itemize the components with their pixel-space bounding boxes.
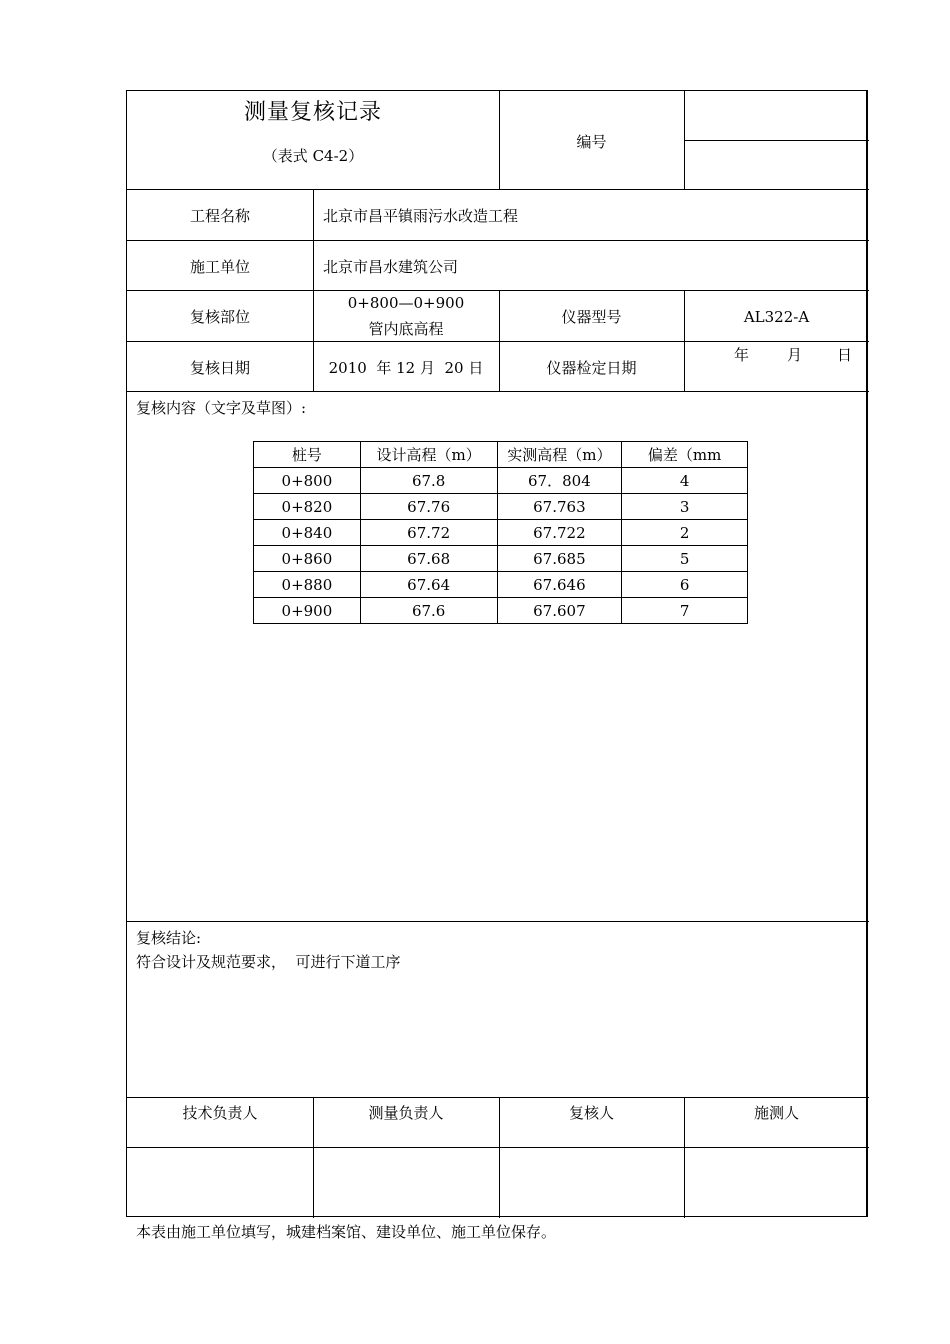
table-cell: 67.6	[360, 598, 497, 624]
table-cell: 0+800	[254, 468, 361, 494]
calibration-day: 日	[837, 346, 853, 364]
table-cell: 67.8	[360, 468, 497, 494]
location-row-bottom-line	[127, 341, 869, 342]
date-row-bottom-line	[127, 391, 869, 392]
table-cell: 6	[622, 572, 748, 598]
conclusion-label: 复核结论:	[136, 929, 202, 947]
table-cell: 0+900	[254, 598, 361, 624]
table-cell: 67.68	[360, 546, 497, 572]
contractor-value: 北京市昌水建筑公司	[323, 258, 459, 276]
footer-note: 本表由施工单位填写，城建档案馆、建设单位、施工单位保存。	[136, 1223, 557, 1241]
check-location-label: 复核部位	[189, 308, 250, 326]
table-row	[254, 468, 748, 494]
number-row-divider	[684, 140, 869, 141]
sig-survey-lead-label: 测量负责人	[368, 1104, 444, 1122]
sig-checker-label: 复核人	[568, 1104, 614, 1122]
instrument-model-label: 仪器型号	[561, 308, 622, 326]
table-header-cell: 设计高程（m）	[360, 442, 497, 468]
table-row	[254, 546, 748, 572]
check-location-line1: 0+800—0+900	[347, 294, 465, 312]
table-cell: 67.722	[497, 520, 622, 546]
table-row	[254, 598, 748, 624]
project-name-label: 工程名称	[189, 207, 250, 225]
table-row	[254, 572, 748, 598]
table-cell: 67.685	[497, 546, 622, 572]
table-cell: 67.64	[360, 572, 497, 598]
elevation-table	[253, 441, 748, 624]
contractor-label: 施工单位	[189, 258, 250, 276]
calibration-date-label: 仪器检定日期	[546, 359, 637, 377]
conclusion-text: 符合设计及规范要求， 可进行下道工序	[136, 953, 401, 971]
sig-tech-lead-label: 技术负责人	[182, 1104, 258, 1122]
content-label: 复核内容（文字及草图）:	[136, 399, 307, 417]
project-row-bottom-line	[127, 240, 869, 241]
table-header-cell: 桩号	[254, 442, 361, 468]
calibration-year: 年	[734, 346, 750, 364]
table-cell: 3	[622, 494, 748, 520]
table-header-cell: 偏差（mm	[622, 442, 748, 468]
record-form	[126, 90, 868, 1217]
table-cell: 2	[622, 520, 748, 546]
table-cell: 0+880	[254, 572, 361, 598]
number-label: 编号	[576, 133, 607, 151]
table-cell: 7	[622, 598, 748, 624]
right-divider	[684, 290, 685, 391]
table-cell: 67.646	[497, 572, 622, 598]
table-cell: 4	[622, 468, 748, 494]
table-header-row	[254, 442, 748, 468]
conclusion-bottom-line	[127, 1097, 869, 1098]
table-cell: 67.72	[360, 520, 497, 546]
table-cell: 67.607	[497, 598, 622, 624]
content-bottom-line	[127, 921, 869, 922]
form-title: 测量复核记录	[243, 100, 382, 125]
sig-surveyor-label: 施测人	[753, 1104, 799, 1122]
table-cell: 67.76	[360, 494, 497, 520]
table-cell: 0+820	[254, 494, 361, 520]
table-cell: 0+860	[254, 546, 361, 572]
table-row	[254, 520, 748, 546]
project-name-value: 北京市昌平镇雨污水改造工程	[323, 207, 519, 225]
check-date-value: 2010 年 12 月 20 日	[328, 359, 484, 377]
check-date-label: 复核日期	[189, 359, 250, 377]
table-cell: 0+840	[254, 520, 361, 546]
form-code: （表式 C4-2）	[262, 147, 364, 165]
table-row	[254, 494, 748, 520]
signature-label-bottom-line	[127, 1147, 869, 1148]
contractor-row-bottom-line	[127, 290, 869, 291]
header-bottom-line	[127, 189, 869, 190]
table-header-cell: 实测高程（m）	[497, 442, 622, 468]
table-cell: 67．804	[497, 468, 622, 494]
calibration-month: 月	[787, 346, 803, 364]
check-location-line2: 管内底高程	[368, 320, 444, 338]
table-cell: 67.763	[497, 494, 622, 520]
instrument-model-value: AL322-A	[743, 308, 810, 326]
table-cell: 5	[622, 546, 748, 572]
header-divider-2	[684, 91, 685, 189]
